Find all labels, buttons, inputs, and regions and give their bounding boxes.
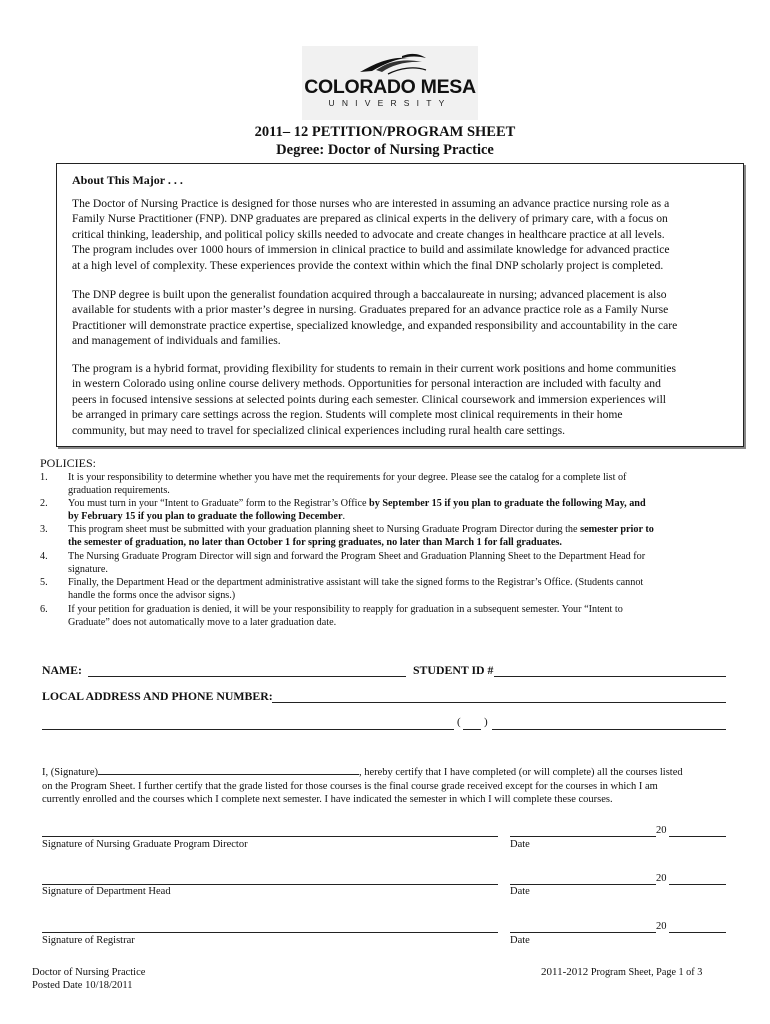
policy-text: graduation requirements. [68,485,170,497]
department-head-year-prefix: 20 [656,873,667,884]
text-line: community, but may need to travel for specialized clinical experiences including rural health care settings. [72,423,566,437]
policy-text: This program sheet must be submitted with your graduation planning sheet to Nursing Graduate Program Director during the [68,524,581,535]
policy-text: Finally, the Department Head or the department administrative assistant will take the signed forms to the Registrar’s Office. (Students cannot [68,577,644,588]
policy-text: The Nursing Graduate Program Director will sign and forward the Program Sheet and Graduation Planning Sheet to the Department Head for [68,551,646,562]
text-line: at a high level of complexity. These experiences provide the context within which the final DNP scholarly project is completed. [72,258,664,272]
certification-text: currently enrolled and the courses which I complete next semester. I have indicated the semester in which I will complete these courses. [42,794,613,806]
page-title: 2011– 12 PETITION/PROGRAM SHEET [254,124,516,140]
director-year-prefix: 20 [656,825,667,836]
policy-text: You must turn in your “Intent to Graduate” form to the Registrar’s Office [68,498,370,509]
student-id-field[interactable] [494,676,726,677]
policy-deadline-text: the semester of graduation, no later than October 1 for spring graduates, no later than March 1 for fall graduates. [68,537,562,549]
text-line: be arranged in primary care settings across the region. Students will complete most clinical requirements in their home [72,408,623,422]
policy-text: signature. [68,564,108,576]
certification-text: , hereby certify that I have completed (or will complete) all the courses listed [358,767,683,778]
department-head-signature-label: Signature of Department Head [42,886,171,897]
logo-subtitle: UNIVERSITY [328,98,452,108]
director-date-field[interactable] [510,836,656,837]
policy-number: 6. [40,604,48,615]
text-line: in western Colorado using online course delivery methods. Opportunities for personal interaction are included with faculty and [72,377,661,391]
policy-text: . [342,511,346,523]
department-head-date-label: Date [510,886,530,897]
degree-title: Degree: Doctor of Nursing Practice [276,142,494,158]
policy-text: If your petition for graduation is denied, it will be your responsibility to reapply for graduation in a subsequent semester. Your “Intent to [68,604,623,615]
department-head-signature-field[interactable] [42,884,498,885]
policy-text: It is your responsibility to determine whether you have met the requirements for your degree. Please see the catalog for a complete list of [68,472,627,483]
phone-area-close: ) [484,716,488,728]
about-paragraph-1 [72,196,734,273]
text-line: Practitioner will demonstrate practice expertise, specialized knowledge, and expanded responsibility and accountability in the care [72,318,678,332]
certification-statement [42,765,732,807]
address-field[interactable] [272,702,726,703]
address-field-line-2[interactable] [42,729,454,730]
footer-posted-date: Posted Date 10/18/2011 [32,980,133,991]
name-label: NAME: [42,663,82,677]
policies-heading: POLICIES: [40,456,97,470]
about-heading: About This Major . . . [72,173,183,187]
university-logo [302,46,478,120]
certification-text: I, (Signature) [42,767,98,778]
text-line: peers in focused intensive sessions at selected points during each semester. Clinical coursework and immersion experiences will [72,392,667,406]
registrar-date-field[interactable] [510,932,656,933]
about-paragraph-3 [72,361,734,438]
registrar-date-label: Date [510,935,530,946]
student-signature-field[interactable] [98,765,359,775]
policy-deadline-text: by February 15 if you plan to graduate the following December [68,511,343,523]
policy-text: Graduate” does not automatically move to a later graduation date. [68,617,337,629]
about-paragraph-2 [72,287,734,349]
text-line: The program is a hybrid format, providing flexibility for students to remain in their current work positions and home communities [72,362,677,375]
registrar-signature-field[interactable] [42,932,498,933]
name-field[interactable] [88,676,406,677]
text-line: The Doctor of Nursing Practice is designed for those nurses who are interested in assuming an advance practice nursing role as a [72,197,670,210]
footer-left [32,966,145,992]
phone-number-field[interactable] [492,729,726,730]
policy-number: 2. [40,498,48,509]
text-line: available for students with a prior master’s degree in nursing. Graduates prepared for an advance practice role as a Family Nurse [72,303,669,317]
director-signature-field[interactable] [42,836,498,837]
department-head-year-field[interactable] [669,884,726,885]
director-signature-label: Signature of Nursing Graduate Program Director [42,839,248,850]
student-id-label: STUDENT ID # [413,663,494,677]
footer-program: Doctor of Nursing Practice [32,967,146,978]
footer-sheet-year: 2011-2012 [541,966,589,978]
policy-number: 1. [40,472,48,483]
policy-deadline-text: by September 15 if you plan to graduate the following May, and [369,498,646,509]
mesa-swoosh-icon [302,46,478,80]
certification-text: on the Program Sheet. I further certify that the grade listed for those courses is the final course grade received except for the courses in which I am [42,780,658,792]
footer-page-info [541,966,702,979]
text-line: The program includes over 1000 hours of immersion in clinical practice to build and assimilate knowledge for advanced practice [72,243,670,257]
policy-number: 4. [40,551,48,562]
text-line: critical thinking, leadership, and political policy skills needed to advocate and create changes in healthcare practice at all levels. [72,227,665,241]
policy-number: 3. [40,524,48,535]
phone-area-open: ( [457,716,461,728]
logo-wordmark: COLORADO MESA [304,76,476,98]
registrar-year-field[interactable] [669,932,726,933]
director-year-field[interactable] [669,836,726,837]
text-line: and management of individuals and families. [72,334,281,348]
director-date-label: Date [510,839,530,850]
policy-text: handle the forms once the advisor signs.) [68,590,236,602]
text-line: The DNP degree is built upon the generalist foundation acquired through a baccalaureate in nursing; advanced placement is also [72,288,667,301]
address-label: LOCAL ADDRESS AND PHONE NUMBER: [42,689,273,703]
area-code-field[interactable] [463,729,481,730]
policy-number: 5. [40,577,48,588]
registrar-signature-label: Signature of Registrar [42,935,135,946]
registrar-year-prefix: 20 [656,921,667,932]
department-head-date-field[interactable] [510,884,656,885]
policy-deadline-text: semester prior to [580,524,654,535]
text-line: Family Nurse Practitioner (FNP). DNP graduates are prepared as clinical experts in the delivery of primary care, with a focus on [72,212,668,226]
footer-sheet-page: Program Sheet, Page 1 of 3 [588,967,703,978]
